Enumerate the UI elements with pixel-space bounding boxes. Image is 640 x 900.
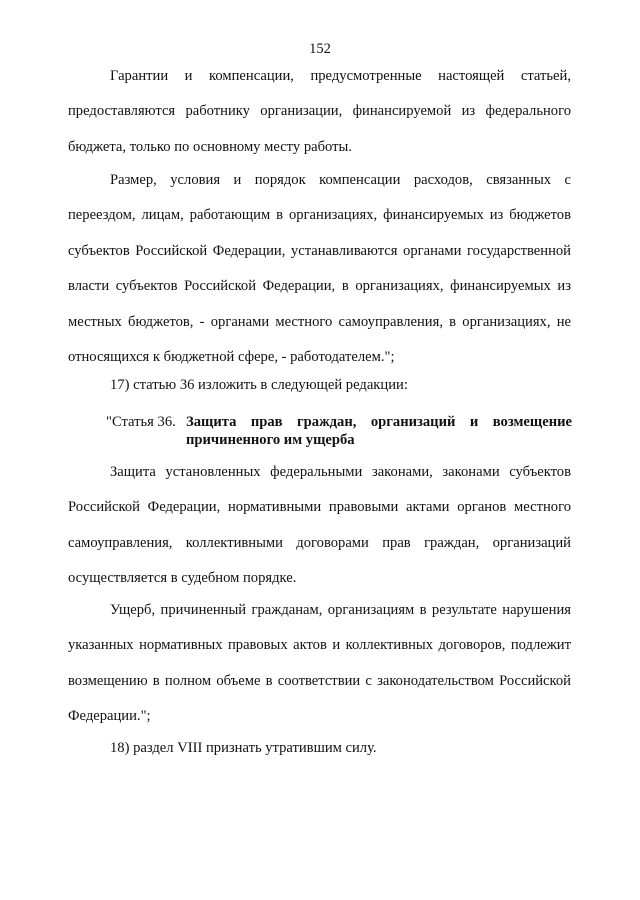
paragraph-guarantees: Гарантии и компенсации, предусмотренные настоящей статьей, предоставляются работнику организации, финансируемой из федерального бюджета, только по основному месту работы. xyxy=(68,68,571,155)
paragraph-relocation-compensation: Размер, условия и порядок компенсации расходов, связанных с переездом, лицам, работающим в организациях, финансируемых из бюджетов субъектов Российской Федерации, устанавливаются органами государственной власти субъектов Российской Федерации, в организациях, финансируемых из местных бюджетов, - органами местного самоуправления, в организациях, не относящихся к бюджетной сфере, - работодателем."; xyxy=(68,172,571,366)
article-heading-title: Защита прав граждан, организаций и возмещение причиненного им ущерба xyxy=(186,414,572,448)
paragraph-protection-of-rights: Защита установленных федеральными законами, законами субъектов Российской Федерации, нормативными правовыми актами органов местного самоуправления, коллективными договорами прав граждан, организаций осуществляется в судебном порядке. xyxy=(68,464,571,587)
paragraph-item-18: 18) раздел VIII признать утратившим силу. xyxy=(110,740,377,756)
paragraph-damage-compensation: Ущерб, причиненный гражданам, организациям в результате нарушения указанных нормативных правовых актов и коллективных договоров, подлежит возмещению в полном объеме в соответствии с законодательством Российской Федерации."; xyxy=(68,602,571,725)
paragraph-item-17: 17) статью 36 изложить в следующей редакции: xyxy=(110,377,408,393)
article-heading-prefix: "Статья 36. xyxy=(106,414,176,430)
page-number: 152 xyxy=(309,41,331,57)
